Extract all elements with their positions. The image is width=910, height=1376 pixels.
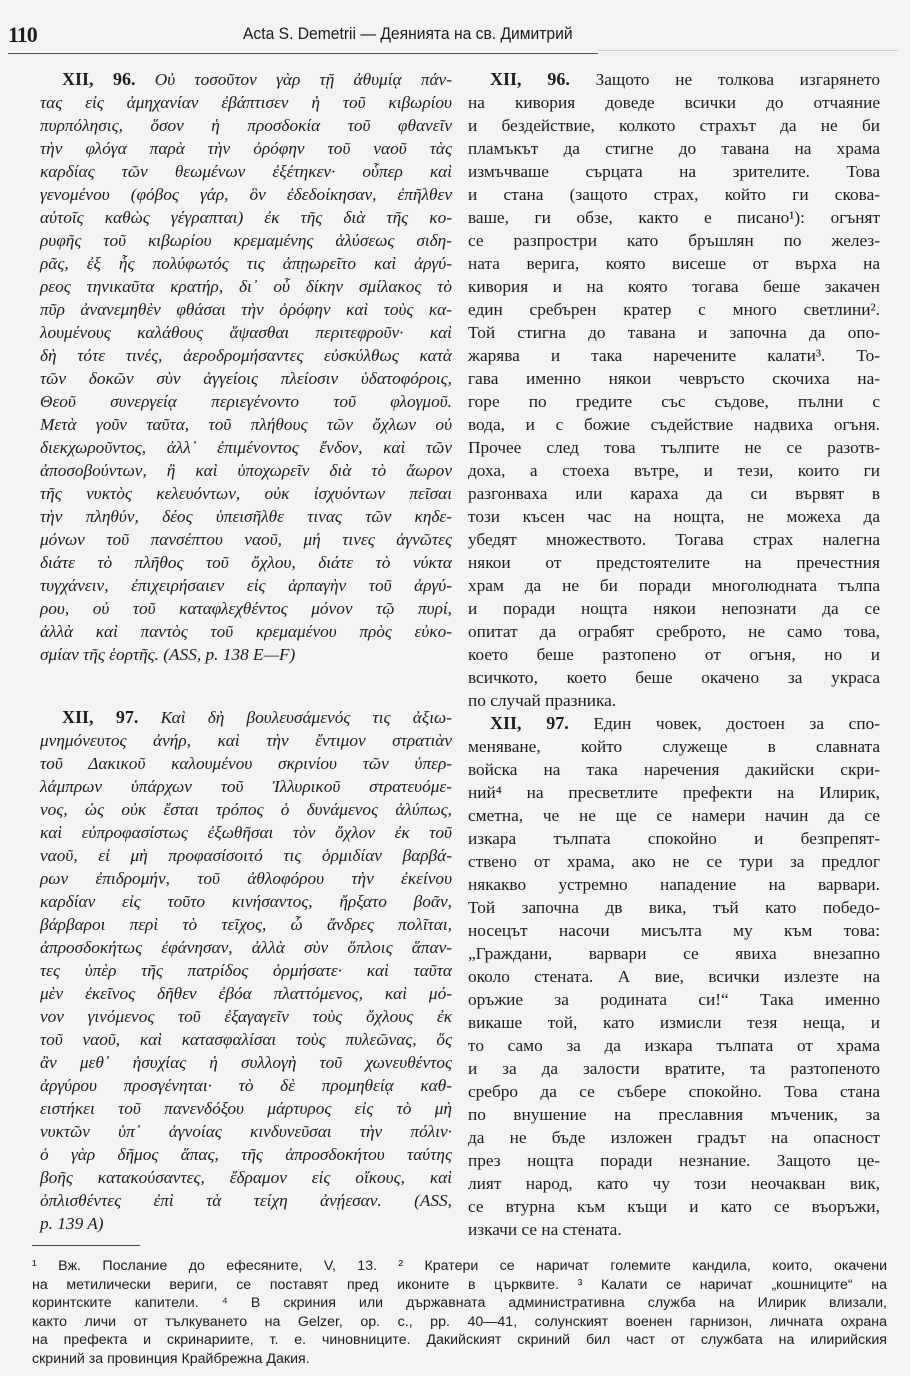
text-line — [40, 137, 452, 160]
text-line — [468, 597, 880, 620]
line-text: Καὶ δὴ βουλευσάμενός τις ἀξιω- — [160, 708, 452, 727]
text-line — [40, 160, 452, 183]
greek-paragraph-97 — [40, 706, 452, 1235]
text-line — [40, 982, 452, 1005]
footnote-line: на метилически вериги, се поставят пред иконите в църквите. ³ Калати се наричат „кошниците“ на — [32, 1276, 887, 1293]
line-text: λάμπρων ὑπάρχων τοῦ Ἰλλυρικοῦ στρατευόμε- — [40, 777, 452, 796]
text-line — [40, 729, 452, 752]
line-text: доха, а стоеха вътре, и тези, които ги — [468, 461, 880, 480]
text-line — [468, 942, 880, 965]
text-line — [468, 919, 880, 942]
text-line — [40, 298, 452, 321]
text-line — [468, 988, 880, 1011]
greek-paragraph-96 — [40, 68, 452, 666]
text-line — [40, 68, 452, 91]
text-line — [468, 643, 880, 666]
text-line — [40, 390, 452, 413]
line-text: πῦρ ἀνανεμηθὲν φθάσαι τὴν ὀρόφην καὶ τοὺς κα- — [40, 300, 452, 319]
text-line — [468, 436, 880, 459]
text-line — [468, 413, 880, 436]
section-number: XII, 97. — [62, 707, 139, 727]
footnote-line: ¹ Вж. Послание до ефесяните, V, 13. ² Кратери се наричат големите кандила, които, окачени — [32, 1258, 887, 1274]
line-text: Οὐ τοσοῦτον γὰρ τῇ ἀθυμίᾳ πάν- — [154, 70, 452, 89]
line-text: около стената. А вие, всички излезте на — [468, 967, 880, 986]
text-line — [468, 827, 880, 850]
text-line — [468, 160, 880, 183]
text-line — [40, 1120, 452, 1143]
line-text: и стана (защото страх, който ги скова- — [468, 185, 880, 204]
text-line — [468, 528, 880, 551]
line-text: διάτε τὸ πλῆθος τοῦ ὄχλου, διάτε τὸ νύκτα — [40, 553, 452, 572]
text-line — [468, 1149, 880, 1172]
line-text: викаше той, като измисли тезя неща, и — [468, 1013, 880, 1032]
footnote-line: коринтските капители. ⁴ В скриния или държавната административна служба на Илирик влизали, — [32, 1295, 887, 1311]
text-line — [40, 959, 452, 982]
text-line — [468, 850, 880, 873]
text-line — [40, 1212, 452, 1235]
line-text: ειστήκει τοῦ πανενδόξου μάρτυρος εἰς τὸ μὴ — [40, 1099, 452, 1118]
text-line — [40, 798, 452, 821]
line-text: νος, ὡς οὐκ ἔσται τρόπος ὁ δυνάμενος ἀλύπως, — [40, 800, 452, 819]
running-title: Acta S. Demetrii — Деянията на св. Димитрий — [243, 24, 573, 43]
text-line — [468, 183, 880, 206]
line-text: νυκτῶν ὑπ᾽ ἀγνοίας κινδυνεῦσαι τὴν πόλιν· — [40, 1122, 452, 1141]
line-text: μὲν ἐκεῖνος δῆθεν ἐβόα πλαττόμενος, καὶ μό- — [40, 984, 452, 1003]
line-text: ἀποσοβούντων, ἢ καὶ ὑποχωρεῖν διὰ τὸ ἄωρον — [40, 461, 452, 480]
text-line — [40, 936, 452, 959]
text-line — [40, 1166, 452, 1189]
line-text: Той започна дв вика, тъй като победо- — [468, 898, 880, 917]
line-text: пламъкът да стигне до тавана на храма — [468, 139, 880, 158]
line-text: ἀργύρου προσγένηται· τὸ δὲ προμηθείᾳ καθ- — [40, 1076, 452, 1095]
text-line — [468, 344, 880, 367]
line-text: τῶν δοκῶν σὺν ἀγγείοις πλείοσιν ὑδατοφόροις, — [40, 369, 452, 388]
text-line — [40, 844, 452, 867]
text-line — [40, 321, 452, 344]
page-number: 110 — [8, 22, 37, 47]
text-line — [468, 712, 880, 735]
text-line — [468, 1103, 880, 1126]
line-text: γενομένου (φόβος γάρ, ὃν ἐδεδοίκησαν, ἐπῆλθεν — [40, 185, 452, 204]
text-line — [40, 890, 452, 913]
text-line — [468, 68, 880, 91]
line-text: Един човек, достоен за спо- — [593, 714, 880, 733]
line-text: βοῆς κατακούσαντες, ἔδραμον εἰς οἴκους, καὶ — [40, 1168, 452, 1187]
text-line — [40, 1051, 452, 1074]
line-text: αὐτοῖς καθὼς γέγραπται) ἐκ τῆς διὰ τῆς κο- — [40, 208, 452, 227]
text-line — [40, 1028, 452, 1051]
text-line — [40, 706, 452, 729]
line-text: ἀπροσδοκήτως ἐφάνησαν, ἀλλὰ σὺν ὅπλοις ἅπαν- — [40, 938, 452, 957]
line-text: разгонваха или караха да си вървят в — [468, 484, 880, 503]
bulgarian-paragraph-97 — [468, 712, 880, 1241]
line-text: τοῦ Δακικοῦ καλουμένου σκρινίου τῶν ὑπερ- — [40, 754, 452, 773]
text-line — [40, 643, 452, 666]
text-line — [40, 482, 452, 505]
text-line — [40, 1143, 452, 1166]
footnotes — [32, 1257, 887, 1368]
section-number: XII, 96. — [490, 69, 570, 89]
text-line — [468, 114, 880, 137]
line-text: καρδίαν εἰς τοῦτο κινήσαντος, ἤρξατο βοᾶν, — [40, 892, 452, 911]
line-text: βάρβαροι περὶ τὸ τεῖχος, ὦ ἄνδρες πολῖται, — [40, 915, 452, 934]
footnote-rule — [32, 1245, 140, 1246]
line-text: ἂν μεθ᾽ ἡσυχίας ἡ συλλογὴ τοῦ χωνευθέντος — [40, 1053, 452, 1072]
text-line — [40, 436, 452, 459]
line-text: да не бъде изложен градът на опасност — [468, 1128, 880, 1147]
line-text: Θεοῦ συνεργείᾳ περιεγένοντο τοῦ φλογμοῦ. — [40, 392, 452, 411]
line-text: и за да залости вратите, та разтопеното — [468, 1059, 880, 1078]
line-text: τες ὑπὲρ τῆς πατρίδος ὁρμήσατε· καὶ ταῦτα — [40, 961, 452, 980]
footnote-line: както личи от тълкуването на Gelzer, op. c., pp. 40—41, солунският военен гарнизон, личната охрана — [32, 1313, 887, 1330]
line-text: ρων ἐπιδρομήν, τοῦ ἀθλοφόρου τὴν ἐκείνου — [40, 869, 452, 888]
text-line — [468, 781, 880, 804]
text-line — [40, 275, 452, 298]
line-text: измъчваше сърцата на зрителите. Това — [468, 162, 880, 181]
line-text: този късен час на нощта, не можеха да — [468, 507, 880, 526]
text-line — [40, 505, 452, 528]
line-text: ἀλλὰ καὶ παντὸς τοῦ κρεμαμένου πρὸς εὐκο- — [40, 622, 452, 641]
line-text: νον γινόμενος τοῦ ἐξαγαγεῖν τοὺς ὄχλους ἐκ — [40, 1007, 452, 1026]
text-line — [468, 275, 880, 298]
line-text: διεκχωροῦντος, ἀλλ᾽ ἐπιμένοντος ἔνδον, καὶ τῶν — [40, 438, 452, 457]
line-text: кивория и на която тогава беше закачен — [468, 277, 880, 296]
text-line — [40, 551, 452, 574]
line-text: ναοῦ, εἰ μὴ προφασίσοιτό τις ὁρμιδίαν βαρβά- — [40, 846, 452, 865]
text-line — [468, 206, 880, 229]
line-text: на кивория доведе всички до отчаяние — [468, 93, 880, 112]
line-text: се втурна към къщи и като се въоръжи, — [468, 1197, 880, 1216]
line-text: по случай празника. — [468, 691, 617, 710]
text-line — [468, 390, 880, 413]
line-text: лият народ, като чу този неочакван вик, — [468, 1174, 880, 1193]
line-text: някои от предстоятелите на пречестния — [468, 553, 880, 572]
text-line — [40, 913, 452, 936]
line-text: гава именно някои чевръсто скочиха на- — [468, 369, 880, 388]
text-line — [468, 482, 880, 505]
line-text: πυρπόλησις, ὅσον ἡ προσδοκία τοῦ φθανεῖν — [40, 116, 452, 135]
text-line — [468, 804, 880, 827]
footnote-line: скриний за провинция Крайбрежна Дакия. — [32, 1350, 310, 1367]
footnote-line: на префекта и скринариите, т. е. чиновниците. Дакийският скриний бил част от службата на илирийския — [32, 1332, 887, 1348]
line-text: всичкото, което беше окачено за украса — [468, 668, 880, 687]
line-text: някакво устремно нападение на варвари. — [468, 875, 880, 894]
text-line — [40, 367, 452, 390]
text-line — [468, 321, 880, 344]
text-line — [468, 252, 880, 275]
line-text: изкачи се на стената. — [468, 1220, 622, 1239]
text-line — [468, 367, 880, 390]
text-line — [40, 114, 452, 137]
line-text: опитат да ограбят среброто, не само това, — [468, 622, 880, 641]
text-line — [468, 91, 880, 114]
line-text: τῆς νυκτὸς κελευόντων, οὐκ ἰσχυόντων πεῖσαι — [40, 484, 452, 503]
text-line — [40, 752, 452, 775]
line-text: жарява и така наречените калати³. То- — [468, 346, 880, 365]
text-line — [40, 413, 452, 436]
line-text: δὴ τότε τινές, ἀεροδρομήσαντες εὐσκύλθως κατὰ — [40, 346, 452, 365]
line-text: „Граждани, варвари се явиха внезапно — [468, 944, 880, 963]
line-text: σμίαν τῆς ἑορτῆς. (ASS, p. 138 E—F) — [40, 645, 296, 664]
text-line — [40, 528, 452, 551]
line-text: ρεος τηνικαῦτα κρατήρ, δι᾽ οὗ δίκην σμίλακος τὸ — [40, 277, 452, 296]
text-line — [468, 137, 880, 160]
text-line — [468, 1057, 880, 1080]
header-rule — [8, 53, 598, 54]
line-text: τοῦ ναοῦ, καὶ κατασφαλίσαι τοὺς πυλεῶνας, ὅς — [40, 1030, 452, 1049]
text-line — [40, 206, 452, 229]
line-text: храм да не би поради многолюдната тълпа — [468, 576, 880, 595]
text-line — [468, 1011, 880, 1034]
text-line — [468, 551, 880, 574]
line-text: през нощта поради незнание. Защото це- — [468, 1151, 880, 1170]
text-line — [468, 1172, 880, 1195]
text-line — [40, 229, 452, 252]
line-text: войска на така наречения дакийски скри- — [468, 760, 880, 779]
line-text: Μετὰ γοῦν ταῦτα, τοῦ πλήθους τῶν ὄχλων οὐ — [40, 415, 452, 434]
text-line — [468, 298, 880, 321]
line-text: ὁ γὰρ δῆμος ἅπας, τῆς ἀπροσδοκήτου ταύτης — [40, 1145, 452, 1164]
line-text: Той стигна до тавана и започна да опо- — [468, 323, 880, 342]
line-text: καὶ εὐπροφασίστως ἐξωθῆσαι τὸν ὄχλον ἐκ τοῦ — [40, 823, 452, 842]
line-text: което беше разтопено от огъня, но и — [468, 645, 880, 664]
text-line — [468, 620, 880, 643]
line-text: и бездействие, колкото страхът да не би — [468, 116, 880, 135]
line-text: вода, и с божие съдействие надвиха огъня. — [468, 415, 880, 434]
line-text: Защото не толкова изгарянето — [595, 70, 880, 89]
text-line — [468, 459, 880, 482]
text-line — [468, 574, 880, 597]
line-text: убедят множеството. Тогава страх налегна — [468, 530, 880, 549]
text-line — [40, 183, 452, 206]
text-line — [40, 252, 452, 275]
text-line — [40, 775, 452, 798]
line-text: по внушение на преславния мъченик, за — [468, 1105, 880, 1124]
text-line — [40, 1097, 452, 1120]
text-line — [468, 1126, 880, 1149]
text-line — [40, 1005, 452, 1028]
line-text: ствено от храма, ако не се тури за предлог — [468, 852, 880, 871]
text-line — [468, 1195, 880, 1218]
text-line — [468, 1218, 880, 1241]
line-text: сребро да се събере спокойно. Това стана — [468, 1082, 880, 1101]
text-line — [40, 91, 452, 114]
line-text: λουμένους καλάθους ἅψασθαι περιτεφροῦν· καὶ — [40, 323, 452, 342]
text-line — [40, 344, 452, 367]
line-text: τυγχάνειν, ἐπιχειρήσαιεν εἰς ἁρπαγὴν τοῦ ἀργύ- — [40, 576, 452, 595]
line-text: ὁπλισθέντες ἐπὶ τὰ τείχη ἀνῄεσαν. (ASS, — [40, 1191, 452, 1210]
text-line — [468, 1080, 880, 1103]
line-text: сметна, че не ще се намери начин да се — [468, 806, 880, 825]
text-line — [468, 229, 880, 252]
line-text: ний⁴ на пресветлите префекти на Илирик, — [468, 783, 880, 802]
text-line — [40, 620, 452, 643]
line-text: горе по гредите със съдове, пълни с — [468, 392, 880, 411]
line-text: носецът насочи мисълта му към това: — [468, 921, 880, 940]
section-number: XII, 97. — [490, 713, 569, 733]
line-text: един сребърен кратер с много светлини². — [468, 300, 880, 319]
line-text: ваше, ги обзе, както е писано¹): огънят — [468, 208, 880, 227]
text-line — [468, 735, 880, 758]
section-number: XII, 96. — [62, 69, 136, 89]
line-text: Прочее след това тълпите не се разотв- — [468, 438, 880, 457]
line-text: оръжие за родината си!“ Така именно — [468, 990, 880, 1009]
line-text: и поради нощта някои непознати да се — [468, 599, 880, 618]
line-text: μνημόνευτος ἀνήρ, καὶ τὴν ἔντιμον στρατιὰν — [40, 731, 452, 750]
line-text: меняване, който служеще в славната — [468, 737, 880, 756]
text-line — [40, 597, 452, 620]
text-line — [468, 873, 880, 896]
line-text: ρου, οὐ τοῦ καταφλεχθέντος μόνον τῷ πυρί, — [40, 599, 452, 618]
text-line — [468, 896, 880, 919]
text-line — [468, 689, 880, 712]
line-text: ρυφῆς τοῦ κιβωρίου κρεμαμένης ἁλύσεως σιδη- — [40, 231, 452, 250]
text-line — [40, 574, 452, 597]
line-text: се разпростри като бръшлян по желез- — [468, 231, 880, 250]
line-text: μόνων τοῦ πανσέπτου ναοῦ, μή τινες ἀγνῶτες — [40, 530, 452, 549]
line-text: τὴν πληθύν, δέος ὑπεισῆλθε τινας τῶν κηδε- — [40, 507, 452, 526]
text-line — [468, 505, 880, 528]
text-line — [40, 867, 452, 890]
line-text: καρδίας τῶν θεωμένων ἐξέτηκεν· οὗπερ καὶ — [40, 162, 452, 181]
line-text: изкара тълпата спокойно и безпрепят- — [468, 829, 880, 848]
line-text: ρᾶς, ἐξ ἧς πολύφωτός τις ἀπῃωρεῖτο καὶ ἀργύ- — [40, 254, 452, 273]
line-text: то само за да изкара тълпата от храма — [468, 1036, 880, 1055]
text-line — [40, 821, 452, 844]
line-text: τὴν φλόγα παρὰ τὴν ὀρόφην τοῦ ναοῦ τὰς — [40, 139, 452, 158]
header-rule-faded — [598, 50, 898, 51]
text-line — [40, 1189, 452, 1212]
line-text: ната верига, която висеше от върха на — [468, 254, 880, 273]
text-line — [468, 1034, 880, 1057]
text-line — [40, 1074, 452, 1097]
text-line — [40, 459, 452, 482]
text-line — [468, 758, 880, 781]
text-line — [468, 666, 880, 689]
line-text: τας εἰς ἀμηχανίαν ἐβάπτισεν ἡ τοῦ κιβωρίου — [40, 93, 452, 112]
bulgarian-paragraph-96 — [468, 68, 880, 712]
line-text: p. 139 A) — [40, 1214, 104, 1233]
text-line — [468, 965, 880, 988]
